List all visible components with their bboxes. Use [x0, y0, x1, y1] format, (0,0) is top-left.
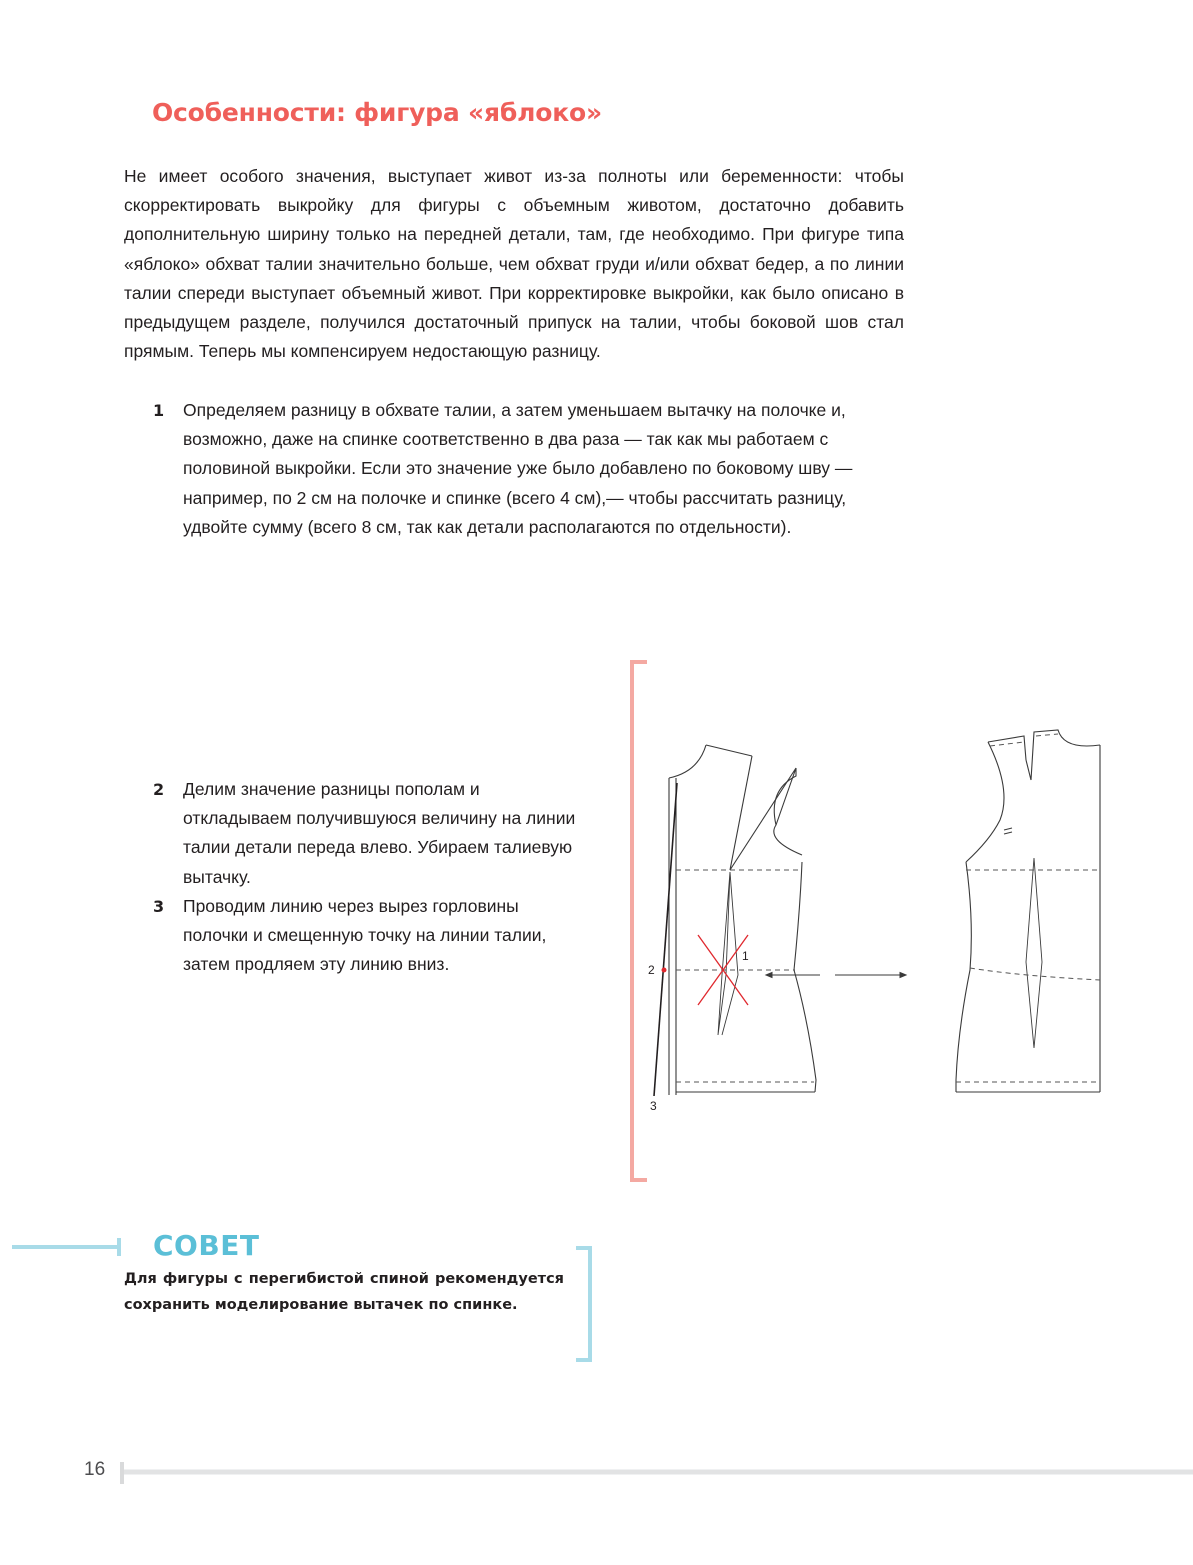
intro-paragraph: Не имеет особого значения, выступает живот из-за полноты или беременности: чтобы скорректировать выкройку для фигуры с объемным животом, достаточно добавить дополнительную ширину только на передней детали, там, где необходимо. При фигуре типа «яблоко» обхват талии значительно больше, чем обхват груди и/или обхват бедер, а по линии талии спереди выступает объемный живот. При корректировке выкройки, как было описано в предыдущем разделе, получился достаточный припуск на талии, чтобы боковой шов стал прямым. Теперь мы компенсируем недостающую разницу.	[124, 166, 904, 362]
back-pattern-piece	[956, 730, 1100, 1092]
step-3	[153, 892, 583, 980]
waist-point-marker	[662, 968, 667, 973]
step-text: Определяем разницу в обхвате талии, а затем уменьшаем вытачку на полочке и, возможно, даже на спинке соответственно в два раза — так как мы работаем с половиной выкройки. Если это значение уже было добавлено по боковому шву — например, по 2 см на полочке и спинке (всего 4 см),— чтобы рассчитать разницу, удвойте сумму (всего 8 см, так как детали располагаются по отдельности).	[183, 400, 853, 537]
section-heading: Особенности: фигура «яблоко»	[152, 98, 602, 127]
step-number: 3	[153, 897, 165, 916]
correction-line	[654, 783, 677, 1096]
direction-arrows	[766, 973, 906, 978]
step-2	[153, 775, 593, 892]
pattern-diagram	[620, 650, 1120, 1190]
label-two: 2	[648, 963, 655, 977]
footer-rule	[118, 1460, 1193, 1490]
back-guide-lines	[956, 734, 1100, 1082]
step-number: 1	[153, 401, 165, 420]
tip-title: СОВЕТ	[153, 1229, 260, 1262]
step-text: Проводим линию через вырез горловины полочки и смещенную точку на линии талии, затем продляем эту линию вниз.	[183, 896, 547, 975]
step-number: 2	[153, 780, 165, 799]
step-1	[153, 396, 901, 542]
diagram-bracket	[632, 662, 647, 1180]
label-three: 3	[650, 1099, 657, 1113]
step-text: Делим значение разницы пополам и откладываем получившуюся величину на линии талии детали переда влево. Убираем талиевую вытачку.	[183, 779, 576, 887]
page-number: 16	[84, 1459, 106, 1480]
tip-text: Для фигуры с перегибистой спиной рекомендуется сохранить моделирование вытачек по спинке.	[124, 1271, 564, 1313]
front-pattern-piece	[669, 745, 816, 1095]
front-guide-lines	[676, 870, 814, 1082]
label-one: 1	[742, 949, 749, 963]
